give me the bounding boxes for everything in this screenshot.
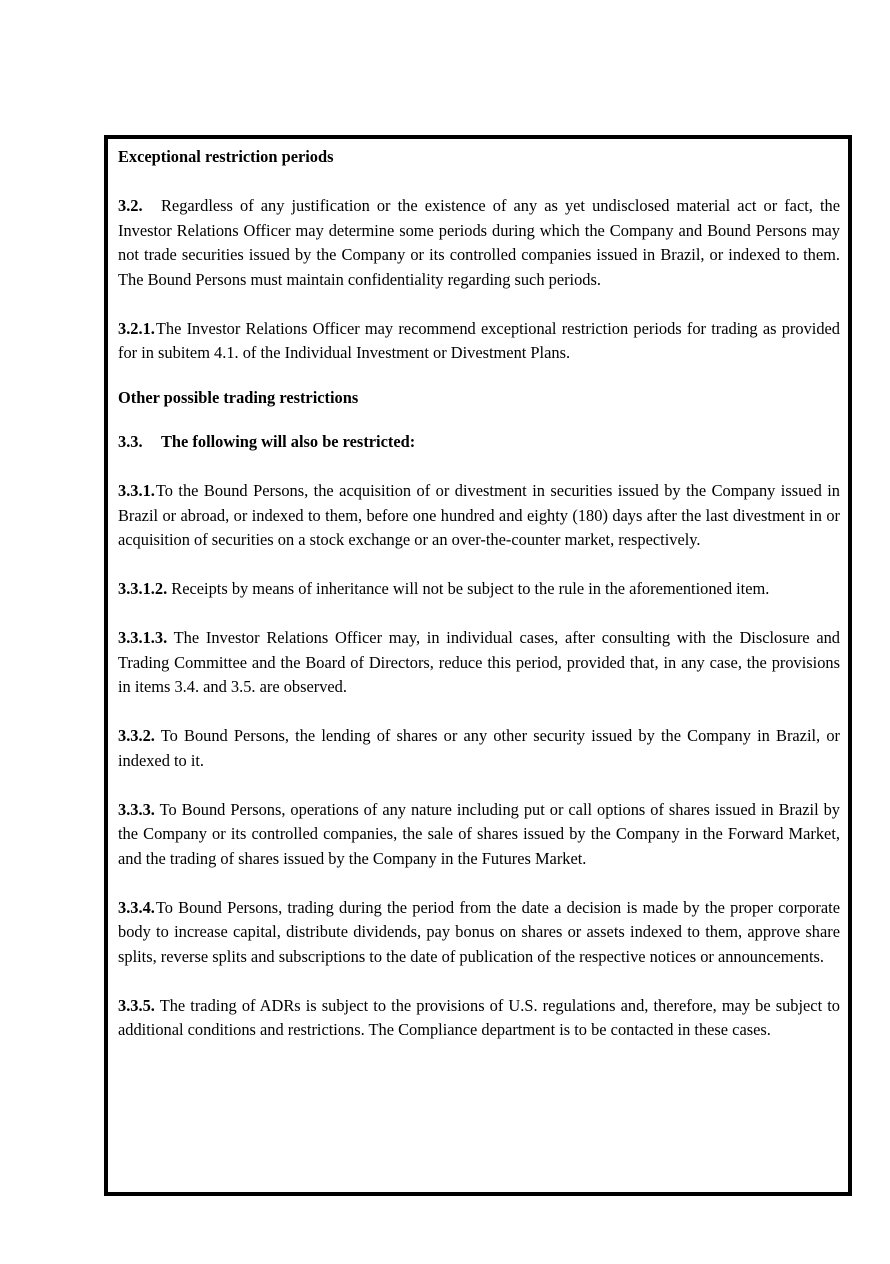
- section-3-3-2: [118, 724, 840, 773]
- section-number: 3.3.4.: [118, 897, 155, 917]
- section-3-3: [118, 430, 840, 455]
- section-text: Receipts by means of inheritance will not be subject to the rule in the aforementioned item.: [171, 579, 770, 598]
- document-frame: [104, 135, 852, 1196]
- section-text: To the Bound Persons, the acquisition of or divestment in securities issued by the Company issued in Brazil or abroad, or indexed to them, before one hundred and eighty (180) days after the last divestment in or acquisition of securities on a stock exchange or an over-the-counter market, respectively.: [118, 481, 840, 549]
- document-body: [118, 145, 840, 1043]
- section-number: 3.3.3.: [118, 799, 155, 819]
- section-number: 3.3.1.3.: [118, 628, 168, 647]
- section-number: 3.2.1.: [118, 318, 155, 338]
- section-number: 3.3.5.: [118, 995, 155, 1015]
- section-3-2-1: [118, 317, 840, 366]
- section-3-3-1-3: [118, 626, 840, 700]
- section-3-3-4: [118, 896, 840, 970]
- section-3-3-1-2: [118, 577, 840, 602]
- section-3-2: [118, 194, 840, 292]
- section-text: The Investor Relations Officer may, in individual cases, after consulting with the Disclosure and Trading Committee and the Board of Directors, reduce this period, provided that, in any case, the provisions in items 3.4. and 3.5. are observed.: [118, 628, 840, 696]
- section-number: 3.3.2.: [118, 726, 155, 745]
- section-3-3-1: [118, 479, 840, 553]
- section-text: Regardless of any justification or the existence of any as yet undisclosed material act or fact, the Investor Relations Officer may determine some periods during which the Company and Bound Persons may not trade securities issued by the Company or its controlled companies issued in Brazil, or indexed to them. The Bound Persons must maintain confidentiality regarding such periods.: [118, 196, 840, 289]
- section-number: 3.3.: [118, 432, 143, 451]
- section-number: 3.3.1.2.: [118, 579, 168, 598]
- section-number: 3.3.1.: [118, 481, 155, 500]
- section-number: 3.2.: [118, 196, 143, 215]
- section-text: The Investor Relations Officer may recommend exceptional restriction periods for trading as provided for in subitem 4.1. of the Individual Investment or Divestment Plans.: [118, 318, 840, 362]
- section-text: To Bound Persons, the lending of shares or any other security issued by the Company in Brazil, or indexed to it.: [118, 726, 840, 770]
- heading-other-trading-restrictions: Other possible trading restrictions: [118, 387, 359, 407]
- section-3-3-3: [118, 798, 840, 872]
- section-text: The following will also be restricted:: [161, 432, 416, 451]
- section-text: To Bound Persons, trading during the period from the date a decision is made by the proper corporate body to increase capital, distribute dividends, pay bonus on shares or assets indexed to them, approve share splits, reverse splits and subscriptions to the date of publication of the respective notices or announcements.: [118, 897, 840, 966]
- section-text: The trading of ADRs is subject to the provisions of U.S. regulations and, therefore, may be subject to additional conditions and restrictions. The Compliance department is to be contacted in these cases.: [118, 995, 840, 1039]
- section-3-3-5: [118, 994, 840, 1043]
- section-text: To Bound Persons, operations of any nature including put or call options of shares issued in Brazil by the Company or its controlled companies, the sale of shares issued by the Company in the Forward Market, and the trading of shares issued by the Company in the Futures Market.: [118, 799, 840, 868]
- heading-exceptional-restriction-periods: Exceptional restriction periods: [118, 147, 334, 166]
